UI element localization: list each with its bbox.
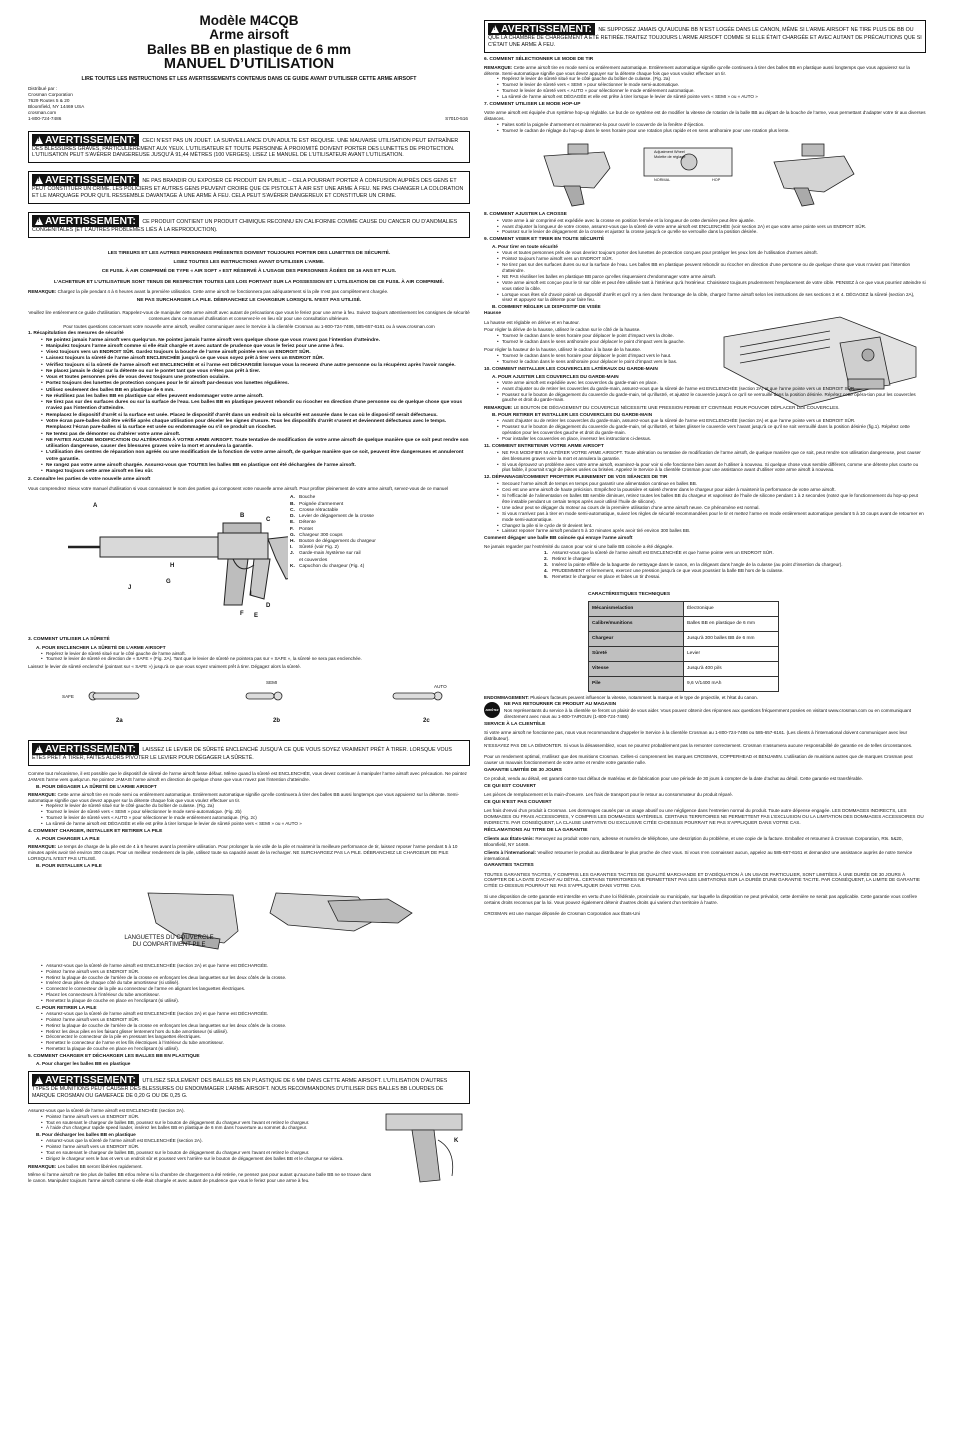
figure-caption: 2a (116, 718, 123, 725)
safe-label: SAFE (62, 694, 74, 700)
list-item: • Faites sortir la poignée d’armement et maintenez-la pour ouvrir le couvercle de la fenêtre d’éjection. (498, 122, 926, 128)
list-item: • Tournez le levier de sûreté vers « AUTO » pour sélectionner le mode entièrement automatique. (Fig. 2c) (42, 815, 470, 821)
list-item: • Tournez le levier de sûreté vers « AUTO » pour sélectionner le mode entièrement automatique. (498, 88, 926, 94)
list-item: • Poussez sur le levier de dégagement de la crosse et ajustez la crosse jusqu’à ce qu’elle se verrouille dans la position désirée. (498, 229, 926, 235)
list-item: • Remettez la plaque de couche en place en l’enclipsant (si utilisé). (42, 1046, 470, 1052)
wheel-label: Adjustment Wheel (654, 149, 685, 154)
auto-label: AUTO (434, 684, 447, 690)
warning-label: !AVERTISSEMENT: (32, 743, 139, 755)
safety-list (42, 338, 470, 476)
step-number: 2. (544, 556, 548, 562)
warning-icon (491, 25, 499, 33)
step-text: Remettez le chargeur en place et faites un tir d’essai. (552, 573, 661, 579)
warning-box (484, 20, 926, 53)
legend-text: Chargeur 300 coups (299, 532, 343, 538)
distributor-line: 7629 Routes 5 & 20 (28, 98, 70, 104)
list-item: • Tournez le levier de sûreté vers « SEMI » pour sélectionner le mode semi-automatique. (Fig. 2b) (42, 809, 470, 815)
list-item: • Tournez le cadran dans le sens horaire pour déplacer le point d’impact vers la droite. (498, 333, 706, 339)
list-item: • À l’aide d’un chargeur rapide speed loader, insérez les balles BB en plastique de 6 mm dans l’ouverture au sommet du chargeur. (42, 1125, 376, 1131)
paragraph: La hausse est réglable en dérive et en hauteur. (484, 319, 580, 325)
list-item: • Si vous éprouvez un problème avec votre arme airsoft, examinez-la pour voir si elle fonctionne bien avant de l’utiliser à nouveau. Si quelque chose vous semble différent, comme une détente plus courte ou plus faible, il pourrait s’agir de pièces usées ou brisées. Appelez le Service à la clientèle Crosman pour une assistance avant d’utiliser votre arme airsoft à nouveau. (498, 462, 926, 474)
spec-row (589, 616, 779, 631)
hopup-illustration (484, 138, 926, 210)
list-item: • Repérez le levier de sûreté situé sur le côté gauche du boîtier de culasse. (Fig. 2a) (42, 803, 470, 809)
spec-cell: Électronique (684, 601, 779, 616)
list-item: • Ne tirez pas sur des surfaces dures ou sur la surface de l’eau. Les balles BB en plastique peuvent rebondir ou ricocher en direction d’une personne ou de quelque chose que vous n’aviez pas l’intention d’atteindre. (42, 400, 470, 413)
paragraph: Nos représentants du service à la clientèle se feront un plaisir de vous aider. Vous pouvez obtenir des réponses aux questions fréquemment posées en visitant www.crosman.com ou en communiquant directement avec nous au 1-800-7AIRGUN (1-800-724-7486) (504, 707, 912, 719)
legend-text: Levier de dégagement de la crosse (299, 514, 374, 520)
legend-text: Poignée d’armement (299, 501, 344, 507)
list-item: • Si l’efficacité de l’alimentation en balles BB semble diminuer, retirez toutes les balles BB du chargeur et vaporisez de l’huile de silicone pendant 1 à 2 secondes (notez que le fonctionnement du hop-up peut être instable pendant un certain temps après avoir utilisé l’huile de silicone). (498, 493, 926, 505)
spec-row (589, 646, 779, 661)
section-heading: GARANTIES TACITES (484, 863, 534, 869)
step-number: 4. (544, 567, 548, 573)
spec-cell: Pile (589, 676, 684, 691)
warning-label: !AVERTISSEMENT: (488, 23, 595, 35)
list-item: • Poussez sur le bouton de dégagement du couvercle du garde-main, tel qu’illustré, et faites glisser le couvercle vers l’avant jusqu’à ce qu’il se soit verrouillé dans la position désirée (fig.1). Répétez cette opération pour les couvercles gauche et droit du garde-main. (498, 424, 926, 436)
list-item: • Secouez l’arme airsoft de temps en temps pour garantir une alimentation continue en balles BB. (498, 481, 926, 487)
step-text: Assurez-vous que la sûreté de l’arme airsoft est ENCLENCHÉE et que l’arme pointe vers un ENDROIT SÛR. (552, 550, 774, 556)
distributor-line: crosman.com (28, 110, 57, 116)
warning-label: !AVERTISSEMENT: (32, 174, 139, 186)
note: REMARQUE: Cette arme airsoft tire en mode semi ou entièrement automatique. Entièrement automatique signifie qu’elle continuera à tirer des balles BB en plastique aussi longtemps que vous appuierez sur la détente. Semi-automatique signifie que vous devez appuyer sur la détente chaque fois que vous voulez effectuer un tir. (484, 64, 910, 76)
paragraph: Les frais d’envoi d’un produit à Crosman. Les dommages causés par un usage abusif ou une négligence dans l’entretien normal du produit. Toute autre dépense engagée. LES DOMMAGES INDIRECTS, LES DOMMAGES OU FRAIS ACCESSOIRES, Y COMPRIS LES DOMMAGES MATÉRIELS. CERTAINS TERRITOIRES NE PERMETTENT PAS L’EXCLUSION OU LA LIMITATION DES DOMMAGES ACCESSOIRES OU INDIRECTS. PAR CONSÉQUENT, LA CLAUSE LIMITATIVE OU EXCLUSIVE CITÉE CI-DESSUS POURRAIT NE PAS S’APPLIQUER DANS VOTRE CAS. (484, 808, 924, 825)
list-item: • L’utilisation des centres de réparation non agréés ou une modification de la fonction de votre arme airsoft, de quelque manière que ce soit, peuvent être dangereuses et annuleront votre garantie. (42, 450, 470, 463)
list-item: • Pointez l’arme airsoft vers un ENDROIT SÛR. (42, 969, 470, 975)
list-item: • Tout en soutenant le chargeur de balles BB, poussez sur le bouton de dégagement du chargeur vers l’avant et retirez le chargeur. (42, 1150, 376, 1156)
battery-illustration (28, 873, 470, 963)
figure-caption: 2c (423, 718, 430, 725)
bullet-list (498, 353, 706, 365)
step-text: PRUDEMMENT et fermement, exercez une pression jusqu’à ce que vous poussiez la balle BB hors de la culasse. (552, 567, 784, 573)
note: ENDOMMAGEMENT: Plusieurs facteurs peuvent influencer la vitesse, notamment la marque et le type de projectile, et l’état du canon. (484, 694, 758, 700)
spec-cell: Vitesse (589, 661, 684, 676)
section-heading: 4. COMMENT CHARGER, INSTALLER ET RETIRER LA PILE (28, 828, 163, 834)
subsection-heading: B. POUR RETIRER ET INSTALLER LES COUVERCLES DU GARDE-MAIN (492, 412, 653, 418)
list-item: • Pointez l’arme airsoft vers un ENDROIT SÛR. (42, 1017, 470, 1023)
list-item: • Ne rangez pas votre arme airsoft chargée. Assurez-vous que TOUTES les balles BB en plastique ont été déchargées de l’arme airsoft. (42, 463, 470, 469)
section-heading: RÉCLAMATIONS AU TITRE DE LA GARANTIE (484, 827, 588, 833)
figure-caption: 2b (273, 718, 281, 725)
spec-row (589, 661, 779, 676)
list-item: • Votre arme airsoft est conçue pour le tir sur cible et peut être utilisée tant à l’intérieur qu’à l’extérieur. Choisissez toujours prudemment l’emplacement de votre cible. PENSEZ à ce que vous pourriez atteindre si vous ratiez la cible. (498, 280, 926, 292)
note: REMARQUE: Les balles BB seront libérées rapidement. (28, 1163, 143, 1169)
section-heading: 9. COMMENT VISER ET TIRER EN TOUTE SÉCURITÉ (484, 237, 605, 243)
subsection-heading: C. POUR RETIRER LA PILE (36, 1004, 97, 1010)
bullet-list (498, 481, 926, 534)
section-heading: SERVICE À LA CLIENTÈLE (484, 721, 546, 727)
rifle-parts-figure (28, 495, 470, 635)
list-item: • Portez toujours des lunettes de protection conçues pour le tir airsoft par-dessus vos lunettes régulières. (42, 381, 470, 387)
trademark-notice: CROSMAN est une marque déposée de Crosman Corporation aux États-Uni (484, 910, 641, 916)
document-title (28, 14, 470, 72)
jam-title: Comment dégager une balle BB coincée qui enraye l’arme airsoft (484, 536, 633, 542)
list-item: • Pointez l’arme airsoft vers un ENDROIT SÛR. (42, 1144, 376, 1150)
bullet-list (42, 1138, 376, 1162)
list-item: • Vérifiez toujours si la sûreté de l’arme airsoft est ENCLENCHÉE et si l’arme est DÉCHARGÉE lorsque vous la recevez d’une autre personne ou la récupérez après l’avoir rangée. (42, 363, 470, 369)
paragraph: Clients à l’international: Veuillez retourner le produit au distributeur le plus proche de chez vous. Si vous n’en connaissez aucun, appelez au 585-657-6161 et demandez une assistance auprès de notre Service international. (484, 849, 913, 861)
callout-label: F (240, 611, 244, 618)
list-item: • Tournez le cadran dans le sens antihoraire pour déplacer le point d’impact vers la gauche. (498, 339, 706, 345)
section-heading: 5. COMMENT CHARGER ET DÉCHARGER LES BALLES BB EN PLASTIQUE (28, 1054, 200, 1060)
warning-box (28, 1071, 470, 1104)
paragraph: TOUTES GARANTIES TACITES, Y COMPRIS LES GARANTIES TACITES DE QUALITÉ MARCHANDE ET D’ADÉQUATION À UN USAGE PARTICULIER, SONT LIMITÉES À UNE DURÉE DE 30 JOURS À COMPTER DE LA DATE D’ACHAT AU DÉTAIL. CERTAINS TERRITOIRES NE PERMETTENT PAS LES LIMITATIONS SUR LA DURÉE D’UNE GARANTIE TACITE. PAR CONSÉQUENT, LA LIMITE DE GARANTIE CITÉE CI-DESSUS POURRAIT NE PAS S’APPLIQUER DANS VOTRE CAS. (484, 871, 920, 889)
section-heading: CE QUI N’EST PAS COUVERT (484, 800, 552, 806)
callout-label: K (454, 1137, 459, 1144)
bullet-list (498, 218, 926, 236)
title-line: MANUEL D’UTILISATION (163, 55, 335, 72)
charger-notice: NE PAS SURCHARGER LA PILE. DÉBRANCHEZ LE CHARGEUR LORSQU’IL N’EST PAS UTILISÉ. (136, 297, 362, 303)
list-item: • Laissez toujours la sûreté de l’arme airsoft ENCLENCHÉE jusqu’à ce que vous soyez prêt à tirer vers un ENDROIT SÛR. (42, 356, 470, 362)
spec-cell: Calibre/munitions (589, 616, 684, 631)
magazine-illustration (382, 1110, 466, 1188)
paragraph: Ne jamais regarder par l’extrémité du canon pour voir si une balle BB coincée a été dégagée. (484, 544, 674, 550)
callout-label: A (93, 503, 98, 510)
spec-cell: 9,6 V/1400 mAh (684, 676, 779, 691)
legend-key: C. (290, 507, 295, 513)
callout-label: H (170, 563, 175, 570)
section-heading: 10. COMMENT INSTALLER LES COUVERCLES LATÉRAUX DU GARDE-MAIN (484, 366, 658, 372)
paragraph: Ce produit, vendu au détail, est garanti contre tout défaut de matériau et de fabrication pour une période de 30 jours à compter de la date d’achat au détail. Cette garantie est transférable. (484, 776, 863, 782)
legend-text: Garde-main /système sur rail (299, 551, 361, 557)
list-item: • Manipulez toujours l’arme airsoft comme si elle était chargée et avec autant de prudence que vous le feriez pour une arme à feu. (42, 344, 470, 350)
list-item: • Tournez le cadran dans le sens antihoraire pour déplacer le point d’impact vers le bas. (498, 359, 706, 365)
paragraph: Votre arme airsoft est équipée d’un système hop-up réglable. Le but de ce système est de modifier la vitesse de rotation de la balle BB au départ de la bouche de l’arme, vous permettant d’adapter votre tir aux diverses distances. (484, 110, 926, 121)
warning-icon (35, 176, 43, 184)
legend-text: Capuchon du chargeur (Fig. 4) (299, 563, 365, 569)
title-line: Balles BB en plastique de 6 mm (146, 41, 352, 57)
distributor-line: Crosman Corporation (28, 92, 73, 98)
hopup-figure (484, 138, 926, 210)
list-item: • Remettez la plaque de couche en place en l’enclipsant (si utilisé). (42, 998, 470, 1004)
age-notice: CE FUSIL À AIR COMPRIMÉ DE TYPE « AIR SOFT » EST RÉSERVÉ À L’USAGE DES PERSONNES ÂGÉES DE 16 ANS ET PLUS. (101, 269, 397, 275)
warning-text: UTILISEZ SEULEMENT DES BALLES BB EN PLASTIQUE DE 6 MM DANS CETTE ARME AIRSOFT. L’UTILISATION D’AUTRES TYPES DE MUNITIONS PEUT CAUSER DES BLESSURES OU ENDOMMAGER L’ARME AIRSOFT. NOUS RECOMMANDONS D’UTILISER DES BALLES BB LOURDES DE MARQUE CROSMAN OU GAMEFACE DE 0,20 G OU DE 0,25 G. (32, 1078, 448, 1099)
list-item: • Assurez-vous que la sûreté de l’arme airsoft est ENCLENCHÉE (section 2A) et que l’arme est DÉCHARGÉE. (42, 1011, 470, 1017)
lead-notice: LIRE TOUTES LES INSTRUCTIONS ET LES AVERTISSEMENTS CONTENUS DANS CE GUIDE AVANT D’UTILISER CETTE ARME AIRSOFT (81, 76, 417, 83)
bullet-list (498, 380, 926, 404)
list-item: • Rangez toujours cette arme airsoft en lieu sûr. (42, 469, 470, 475)
intro-paragraph: Veuillez lire entièrement ce guide d’utilisation. Rappelez-vous de manipuler cette arme airsoft avec autant de précautions que vous le feriez pour une arme à feu. Suivez toujours attentivement les consignes de sécurité contenues dans ce manuel d’utilisation et conservez-le en lieu sûr pour une consultation ultérieure. (28, 309, 470, 321)
note: REMARQUE: Chargez la pile pendant 4 à 6 heures avant la première utilisation. Cette arme airsoft ne fonctionnera pas adéquatement si la pile n’est pas complètement chargée. (28, 288, 389, 294)
safety-notice: LISEZ TOUTES LES INSTRUCTIONS AVANT D’UTILISER L’ARME. (173, 259, 325, 265)
wheel-label: Molette de réglage (654, 154, 686, 159)
list-item: • NE PAS réutiliser les balles en plastique BB parce qu’elles risqueraient d’endommager votre arme airsoft. (498, 274, 926, 280)
bullet-list (42, 963, 470, 1004)
warning-text: CECI N’EST PAS UN JOUET. LA SURVEILLANCE D’UN ADULTE EST REQUISE. UNE MAUVAISE UTILISATION PEUT ENTRAÎNER DES BLESSURES GRAVES, PARTICULIÈREMENT AUX YEUX. L’UTILISATEUR ET TOUTE PERSONNE À PROXIMITÉ DOIVENT PORTER DES LUNETTES DE PROTECTION. L’UTILISATION PEUT S’AVÉRER DANGEREUSE JUSQU’À 91,44 MÈTRES (100 VERGES). LISEZ LE MANUEL DE L’UTILISATEUR AVANT L’UTILISATION. (32, 137, 459, 159)
list-item: • Tournez le cadran dans le sens horaire pour déplacer le point d’impact vers le haut. (498, 353, 706, 359)
jam-steps (544, 550, 926, 579)
parts-intro: Vous comprendrez mieux votre manuel d’utilisation si vous connaissez le nom des parties qui composent votre nouvelle arme airsoft. Pour profiter pleinement de votre arme airsoft, servez-vous de ce manuel (28, 485, 449, 491)
legend-item (290, 564, 376, 570)
list-item: • Ne pointez jamais l’arme airsoft vers quelqu’un. Ne pointez jamais l’arme airsoft vers quelque chose que vous n’avez pas l’intention d’atteindre. (42, 338, 470, 344)
list-item: • Placez les connecteurs à l’intérieur du tube amortisseur. (42, 992, 470, 998)
list-item: • Vous et toutes personnes près de vous devriez toujours porter des lunettes de protection conçues pour protéger les yeux lors de l’utilisation d’armes airsoft. (498, 250, 926, 256)
right-column (484, 12, 926, 1412)
parts-legend (290, 495, 376, 570)
bullet-list (42, 651, 470, 663)
return-notice (484, 702, 926, 720)
list-item: • Visez toujours vers un ENDROIT SÛR. Gardez toujours la bouche de l’arme airsoft pointée vers un ENDROIT SÛR. (42, 350, 470, 356)
paragraph: Comme tout mécanisme, il est possible que le dispositif de sûreté de l’arme airsoft fasse défaut. Même quand la sûreté est ENCLENCHÉE, vous devez continuer à manipuler l’arme airsoft avec précaution. Ne pointez JAMAIS l’arme vers quelqu’un. Ne pointez JAMAIS l’arme airsoft en direction de quelque chose que vous n’avez pas l’intention d’atteindre. (28, 770, 467, 782)
paragraph: Assurez-vous que la sûreté de l’arme airsoft est ENCLENCHÉE (section 2A). (28, 1107, 185, 1113)
legend-key: D. (290, 514, 295, 520)
warning-icon (35, 1076, 43, 1084)
list-item: • NE PAS MODIFIER NI ALTÉRER VOTRE ARME AIRSOFT. Toute altération ou tentative de modification de l’arme airsoft, de quelque manière que ce soit, peut rendre son utilisation dangereuse, peut causer des blessures graves voire la mort et annulera la garantie. (498, 450, 926, 462)
list-item: • Assurez-vous que la sûreté de l’arme airsoft est ENCLENCHÉE (section 2A). (42, 1138, 376, 1144)
legend-key: A. (290, 495, 295, 501)
safety-lever-illustration (28, 674, 470, 732)
section-heading: 1. Récapitulation des mesures de sécurité (28, 331, 124, 337)
warning-icon (35, 217, 43, 225)
semi-label: SEMI (266, 680, 278, 686)
list-item: • Avant d’ajuster ou de retirer les couvercles du garde-main, assurez-vous que la sûreté de l’arme est ENCLENCHÉE (section 2A) et que l’arme pointe vers un ENDROIT SÛR. (498, 386, 926, 392)
list-item: • Une odeur peut se dégager du moteur au cours de la première utilisation d’une arme airsoft neuve. Ce phénomène est normal. (498, 505, 926, 511)
warning-box (28, 171, 470, 204)
safety-lever-figure (28, 674, 470, 732)
warning-text: NE PAS BRANDIR OU EXPOSER CE PRODUIT EN PUBLIC – CELA POURRAIT PORTER À CONFUSION AUPRÈS DES GENS ET PEUT CONSTITUER UN CRIME. LES POLICIERS ET AUTRES GENS PEUVENT CROIRE QUE CE PISTOLET À AIR EST UNE ARME À FEU. NE PAS CHANGER LA COLORATION ET LE MARQUAGE POUR QU’IL RESSEMBLE DAVANTAGE À UNE ARME À FEU. CELA PEUT S’AVÉRER DANGEREUX ET CONSTITUER UN CRIME. (32, 178, 464, 199)
spec-row (589, 601, 779, 616)
list-item: • Retirez la plaque de couche de l’arrière de la crosse en enfonçant les deux languettes sur les deux côtés de la crosse. (42, 1023, 470, 1029)
list-item: • La sûreté de l’arme airsoft est DÉGAGÉE et elle est prête à tirer lorsque le levier de sûreté pointe vers « SEMI » ou « AUTO » (42, 821, 470, 827)
warning-text: LAISSEZ LE LEVIER DE SÛRETÉ ENCLENCHÉ JUSQU’À CE QUE VOUS SOYEZ VRAIMENT PRÊT À TIRER. LORSQUE VOUS ÊTES PRÊT À TIRER, FAITES ALORS PIVOTER LE LEVIER POUR DÉGAGER LA SÛRETÉ. (32, 747, 452, 762)
step-item (544, 574, 926, 580)
legend-text: Bouton de dégagement du chargeur (299, 539, 376, 545)
section-heading: GARANTIE LIMITÉE DE 30 JOURS (484, 768, 562, 774)
paragraph: Pour un rendement optimal, n’utilisez que des munitions Crosman. Celles-ci comprennent les marques CROSMAN, COPPERHEAD et BENJAMIN. L’utilisation de munitions autres que de marques Crosman peut causer un mauvais fonctionnement de votre arme et rendre votre garantie nulle. (484, 754, 913, 766)
spec-cell: Chargeur (589, 631, 684, 646)
step-text: Insérez la pointe effilée de la baguette de nettoyage dans le canon, en la dirigeant dans l’angle de la culasse (au point d’insertion du chargeur). (552, 562, 843, 568)
subsection-heading: A. POUR ENCLENCHER LA SÛRETÉ DE L’ARME AIRSOFT (36, 644, 166, 650)
list-item: • Votre arme à air comprimé est expédiée avec la crosse en position fermée et la longueur de cette dernière peut être ajustée. (498, 218, 926, 224)
list-item: • Ceci est une arme airsoft de haute précision. Empêchez la poussière et saleté d’entrer dans le chargeur pour aider à maintenir la performance de votre arme airsoft. (498, 487, 926, 493)
bullet-list (42, 803, 470, 827)
list-item: • Vous et toutes personnes près de vous devez toujours une protection oculaire. (42, 375, 470, 381)
bullet-list (498, 333, 706, 345)
note: REMARQUE: Cette arme airsoft tire en mode semi ou entièrement automatique. Entièrement automatique signifie qu’elle continuera à tirer des balles BB aussi longtemps que vous appuierez sur la détente. Semi-automatique signifie que vous devez appuyer sur la détente chaque fois que vous voulez effectuer un tir. (28, 791, 460, 803)
list-item: • Tournez le cadran de réglage du hop-up dans le sens horaire pour une rotation plus rapide et en sens antihoraire pour une rotation plus lente. (498, 128, 926, 134)
section-heading: 7. COMMENT UTILISER LE MODE HOP-UP (484, 101, 581, 107)
subsection-heading: A. Pour tirer en toute sécurité (492, 244, 558, 250)
bullet-list (498, 76, 926, 100)
section-heading: 2. Connaître les parties de votre nouvelle arme airsoft (28, 477, 151, 483)
list-item: • Changez la pile si le cycle de tir devient lent. (498, 523, 926, 529)
list-item: • Insérez deux piles de chaque côté du tube amortisseur (si utilisé). (42, 980, 470, 986)
subsection-heading: B. POUR DÉGAGER LA SÛRETÉ DE L’ARME AIRSOFT (36, 783, 157, 789)
list-item: • NE FAITES AUCUNE MODIFICATION OU ALTÉRATION À VOTRE ARME AIRSOFT. Toute tentative de modification de votre arme airsoft de quelque manière que ce soit peut rendre son utilisation dangereuse, causer des blessures graves voire la mort et annulera la garantie. (42, 438, 470, 451)
loading-section (28, 1108, 470, 1184)
bullet-list (42, 1011, 470, 1052)
list-item: • Tout en soutenant le chargeur de balles BB, poussez sur le bouton de dégagement du chargeur vers l’avant et retirez le chargeur. (42, 1120, 376, 1126)
document-code: S7010-516 (445, 116, 468, 122)
bullet-list (498, 250, 926, 303)
bullet-list (498, 418, 926, 442)
section-heading: 6. COMMENT SÉLECTIONNER LE MODE DE TIR (484, 56, 594, 62)
warning-text: NE SUPPOSEZ JAMAIS QU’AUCUNE BB N’EST LOGÉE DANS LE CANON, MÊME SI L’ARME AIRSOFT NE TIRE PLUS DE BB OU QUE LA CHAMBRE DE CHARGEMENT A ÉTÉ RETIRÉE.TRAITEZ TOUJOURS L’ARME AIRSOFT COMME SI ELLE ÉTAIT CHARGÉE ET AVEC AUTANT DE PRÉCAUTIONS QUE SI C’ÉTAIT UNE ARME À FEU. (488, 27, 922, 48)
list-item: • Ne placez jamais le doigt sur la détente ou sur le pontet tant que vous n’êtes pas prêt à tirer. (42, 369, 470, 375)
bullet-list (498, 450, 926, 474)
legend-key: E. (290, 520, 295, 526)
warning-text: CE PRODUIT CONTIENT UN PRODUIT CHIMIQUE RECONNU EN CALIFORNIE COMME CAUSE DU CANCER OU D’ANOMALIES CONGÉNITALES (ET L’AUTRES PROBLÈMES LIÉS À LA REPRODUCTION). (32, 218, 458, 233)
battery-figure (28, 873, 470, 963)
legend-text: Sûreté (voir Fig. 2) (299, 545, 339, 551)
spec-table (588, 601, 779, 692)
spec-cell: Jusqu’à 400 pi/s (684, 661, 779, 676)
distributor-block (28, 86, 470, 123)
callout-label: B (240, 513, 245, 520)
list-item: • Avant d’ajuster la longueur de votre crosse, assurez-vous que la sûreté de votre arme airsoft est ENCLENCHÉE (voir section 2A) et que votre arme pointe vers un ENDROIT SÛR. (498, 224, 926, 230)
subsection-heading: B. COMMENT RÉGLER LE DISPOSITIF DE VISÉE (492, 304, 601, 310)
callout-label: E (254, 613, 259, 620)
subsection-heading: A. POUR CHARGER LA PILE (36, 836, 100, 842)
list-item: • La sûreté de l’arme airsoft est DÉGAGÉE et elle est prête à tirer lorsque le levier de sûreté pointe vers « SEMI » ou « AUTO » (498, 94, 926, 100)
sight-section (484, 311, 926, 364)
spec-cell: Balles BB en plastique de 6 mm (684, 616, 779, 631)
list-item: • Avant d’ajuster ou de retirer les couvercles du garde-main, assurez-vous que la sûreté de l’arme est ENCLENCHÉE (section 2A) et que l’arme pointe vers un ENDROIT SÛR. (498, 418, 926, 424)
list-item: • Dirigez le chargeur vers le bas et vers un endroit sûr et poussez vers l’arrière sur le bouton de dégagement des balles BB et le chargeur se videra. (42, 1156, 376, 1162)
legend-key: H. (290, 539, 295, 545)
list-item: • Connectez le connecteur de la pile au connecteur de l’arme en alignant les languettes électriques. (42, 986, 470, 992)
bullet-list (42, 1114, 376, 1132)
spec-cell: Sûreté (589, 646, 684, 661)
bullet-list (498, 122, 926, 134)
legend-text: Pontet (299, 526, 313, 532)
paragraph: Même si l’arme airsoft ne tire plus de balles BB et/ou même si la chambre de chargement a été retirée, ne pensez pas pour autant qu’aucune balle BB ne se trouve dans le canon. Manipulez toujours l’arme airsoft comme si elle était chargée et avec autant de prudence que vous le feriez pour une arme à feu. (28, 1171, 372, 1183)
step-text: Retirez le chargeur (552, 556, 591, 562)
title-line: Arme airsoft (209, 27, 289, 43)
note: REMARQUE: LE BOUTON DE DÉGAGEMENT DU COUVERCLE NÉCESSITE UNE PRESSION FERME ET CONTINUE POUR POUVOIR DÉPLACER LES COUVERCLES. (484, 405, 840, 411)
list-item: • Ne tentez pas de démonter ou d’altérer votre arme airsoft. (42, 432, 470, 438)
distributor-line: Distribué par : (28, 85, 58, 91)
list-item: • Pointez toujours l’arme airsoft vers un ENDROIT SÛR. (498, 256, 926, 262)
warning-box (28, 212, 470, 238)
distributor-line: 1-800-724-7486 (28, 116, 62, 122)
legend-key: K. (290, 563, 295, 569)
paragraph: Si votre arme airsoft ne fonctionne pas, nous vous recommandons d’appeler le Service à la clientèle Crosman au 1-800-724-7486 ou 585-657-6161. (Les clients à l’international doivent communiquer avec leur distributeur). (484, 729, 908, 741)
legend-text: Crosse rétractable (299, 507, 339, 513)
list-item: • Pour installer les couvercles en place, inversez les instructions ci-dessus. (498, 436, 926, 442)
list-item: • Ne tirez pas sur des surfaces dures ou sur la surface de l’eau. Les balles BB en plastique peuvent rebondir ou ricocher en direction d’une personne ou de quelque chose que vous n’aviez pas l’intention d’atteindre. (498, 262, 926, 274)
list-item: • Tournez le levier de sûreté en direction de « SAFE » (Fig. 2A). Tant que le levier de sûreté ne pointera pas sur « SAFE », la sûreté ne sera pas enclenchée. (42, 656, 470, 662)
list-item: • Ne réutilisez pas les balles BB en plastique car elles peuvent endommager votre arme airsoft. (42, 394, 470, 400)
list-item: • Retirez la plaque de couche de l’arrière de la crosse en enfonçant les deux languettes sur les deux côtés de la crosse. (42, 975, 470, 981)
section-heading: 8. COMMENT AJUSTER LA CROSSE (484, 211, 567, 217)
legend-key: B. (290, 501, 295, 507)
warning-label: !AVERTISSEMENT: (32, 1074, 139, 1086)
legend-text: Détente (299, 520, 316, 526)
list-item: • Laissez reposer l’arme airsoft pendant 5 à 10 minutes après avoir tiré environ 300 balles BB. (498, 528, 926, 534)
list-item: • Retirez les deux piles en les faisant glisser lentement hors du tube amortisseur (si utilisé). (42, 1029, 470, 1035)
list-item: • Repérez le levier de sûreté situé sur le côté gauche du boîtier de culasse. (Fig. 2a) (498, 76, 926, 82)
legend-key: J. (290, 551, 295, 557)
list-item: • Votre arme airsoft est expédiée avec les couvercles du garde-main en place. (498, 380, 926, 386)
warning-icon (35, 136, 43, 144)
paragraph: Si une disposition de cette garantie est interdite en vertu d’une loi fédérale, provinciale ou municipale, sur laquelle la disposition ne peut prévaloir, cette dernière ne serait pas applicable. Cette garantie vous confère certains droits reconnus par la loi. Vous pouvez également détenir d’autres droits qui varient d’un territoire à l’autre. (484, 894, 918, 906)
title-line: Modèle M4CQB (199, 13, 299, 28)
step-number: 5. (544, 573, 548, 579)
warning-box (28, 131, 470, 164)
list-item: • Remettez le connecteur de l’arme et les fils électriques à l’intérieur du tube amortisseur. (42, 1040, 470, 1046)
note: REMARQUE: Le temps de charge de la pile est de 4 à 6 heures avant la première utilisation. Pour prolonger la vie utile de la pile et maintenir la meilleure performance de tir, laissez reposer l’arme pendant 5 à 10 minutes après avoir tiré environ 300 coups. Pour un meilleur rendement de la pile, utilisez toute sa capacité avant de la recharger. NE SURCHARGEZ PAS LA PILE. DÉBRANCHEZ LE CHARGEUR DE PILE LORSQU’IL N’EST PAS UTILISÉ. (28, 844, 458, 861)
section-heading: 3. COMMENT UTILISER LA SÛRETÉ (28, 637, 110, 643)
paragraph: Pour régler la dérive de la hausse, utilisez le cadran sur le côté de la hausse. (484, 327, 641, 333)
spec-cell: Levier (684, 646, 779, 661)
left-column (28, 12, 470, 1412)
subsection-heading: A. Pour charger les balles BB en plastique (36, 1061, 131, 1067)
list-item: • Remplacez le dispositif d’arrêt si la surface est usée. Placez le dispositif d’arrêt dans un endroit où la sécurité est assurée dans le cas où le disposi-tif serait défectueux. (42, 413, 470, 419)
rifle-illustration (28, 495, 288, 635)
step-number: 3. (544, 562, 548, 568)
subsection-heading: A. POUR AJUSTER LES COUVERCLES DU GARDE-MAIN (492, 373, 619, 379)
normal-label: NORMAL (654, 177, 671, 182)
paragraph: Clients aux États-Unis: Renvoyez au produit votre nom, adresse et numéro de téléphone, une description du problème, et une copie de la facture. Emballez et retournez à Crosman Corporation, Rts. 5&20, Bloomfield, NY 14469. (484, 835, 903, 847)
spec-title: CARACTÉRISTIQUES TECHNIQUES (588, 591, 671, 597)
section-heading: CE QUI EST COUVERT (484, 784, 536, 790)
hop-label: HOP (712, 177, 721, 182)
step-number: 1. (544, 550, 548, 556)
callout-label: G (166, 579, 171, 586)
list-item: • Déconnectez le connecteur de la pile en pressant les languettes électriques. (42, 1034, 470, 1040)
warning-label: !AVERTISSEMENT: (32, 134, 139, 146)
figure-caption: LANGUETTES DU COUVERCLE DU COMPARTIMENT PILE (124, 934, 214, 949)
legend-text: Bouche (299, 495, 316, 501)
spec-cell: Jusqu’à 300 balles BB de 6 mm (684, 631, 779, 646)
list-item: • Poussez sur le bouton de dégagement du couvercle du garde-main, tel qu’illustré, et ajustez le couvercle jusqu’à ce qu’il se verrouille dans la position désirée. Répétez cette opéra-tion pour les couvercles gauche et droit du garde-main. (498, 392, 926, 404)
stop-icon: ARRÊTEZ (484, 702, 500, 718)
legal-notice: L’ACHETEUR ET L’UTILISATEUR SONT TENUS DE RESPECTER TOUTES LES LOIS PORTANT SUR LA POSSESSION ET L’UTILISATION DE CE FUSIL À AIR COMPRIMÉ. (54, 280, 444, 286)
contact-paragraph: Pour toutes questions concernant votre nouvelle arme airsoft, veuillez communiquer avec le Service à la clientèle Crosman au 1-800-724-7486, 585-657-6161 ou à www.crosman.com (63, 323, 435, 329)
list-item: • Utilisez seulement des balles BB en plastique de 6 mm. (42, 388, 470, 394)
safety-notice: LES TIREURS ET LES AUTRES PERSONNES PRÉSENTES DOIVENT TOUJOURS PORTER DES LUNETTES DE SÉCURITÉ. (107, 250, 391, 256)
warning-icon (35, 745, 43, 753)
list-item: • Assurez-vous que la sûreté de l’arme airsoft est ENCLENCHÉE (section 2A) et que l’arme est DÉCHARGÉE. (42, 963, 470, 969)
paragraph: Les pièces de remplacement et la main-d’oeuvre. Les frais de transport pour le retour au consommateur du produit réparé. (484, 792, 733, 798)
subsection-heading: B. POUR INSTALLER LA PILE (36, 862, 102, 868)
warning-box (28, 740, 470, 766)
list-item: • Tournez le levier de sûreté vers « SEMI » pour sélectionner le mode semi-automatique. (498, 82, 926, 88)
list-item: • Pointez l’arme airsoft vers un ENDROIT SÛR. (42, 1114, 376, 1120)
legend-key: G. (290, 532, 296, 538)
hausse-title: Hausse (484, 311, 502, 317)
spec-cell: Mécanisme/action (589, 601, 684, 616)
subsection-heading: B. Pour décharger les balles BB en plastique (36, 1132, 136, 1138)
paragraph: N’ESSAYEZ PAS DE LA DÉMONTER. Si vous la désassemblez, vous ne pourrez probablement pas la remonter correctement. Crosman n’assumera aucune responsabilité de garantie en de telles circonstances. (484, 743, 913, 749)
list-item: • Repérez le levier de sûreté situé sur le côté gauche de l’arme airsoft. (42, 651, 470, 657)
spec-row (589, 631, 779, 646)
list-item: • Lorsque vous êtes sûr d’avoir pointé un dispositif d’arrêt et qu’il n’y a rien dans l’entourage de la cible, chargez l’arme airsoft selon les instructions de ses sections 3 et 4. DÉGAGEZ la sûreté (section 2A), visez et appuyez sur la détente pour faire feu. (498, 292, 926, 304)
return-title: NE PAS RETOURNER CE PRODUIT AU MAGASIN (504, 701, 617, 707)
distributor-line: Bloomfield, NY 14469 USA (28, 104, 85, 110)
legend-text: et couvercles (299, 557, 328, 563)
callout-label: C (266, 517, 271, 524)
warning-label: !AVERTISSEMENT: (32, 215, 139, 227)
callout-label: I (250, 591, 252, 598)
callout-label: D (266, 603, 271, 610)
legend-key: F. (290, 526, 294, 532)
list-item: • Votre écran pare-balles doit être vérifié après chaque utilisation pour déceler les signes d’usure. Tous les dispositifs d’arrêt s’usent et deviennent défectueux avec le temps. Remplacez l’écran pare-balles si la surface est usée ou endommagée ou s’il se produit un ricochet. (42, 419, 470, 432)
paragraph: Laissez le levier de sûreté enclenché (pointant sur « SAFE ») jusqu’à ce que vous soyez vraiment prêt à tirer. Dégagez alors la sûreté. (28, 664, 301, 670)
section-heading: 11. COMMENT ENTRETENIR VOTRE ARME AIRSOFT (484, 443, 604, 449)
legend-key: I. (290, 545, 293, 551)
paragraph: Pour régler la hauteur de la hausse, utilisez le cadran à la base de la hausse. (484, 347, 642, 352)
section-heading: 12. DÉPANNAGE/COMMENT PROFITER PLEINEMENT DE VOS SÉANCES DE TIR (484, 475, 668, 481)
list-item: • Si vous n’arrivez pas à tirer en mode semi-automatique, suivez les règles de sécurité recommandées pour le tir et mettez l’arme en mode entièrement automatique pendant 5 à 10 coups avant de retourner en mode semi-automatique. (498, 511, 926, 523)
spec-row (589, 676, 779, 691)
callout-label: J (128, 585, 132, 592)
